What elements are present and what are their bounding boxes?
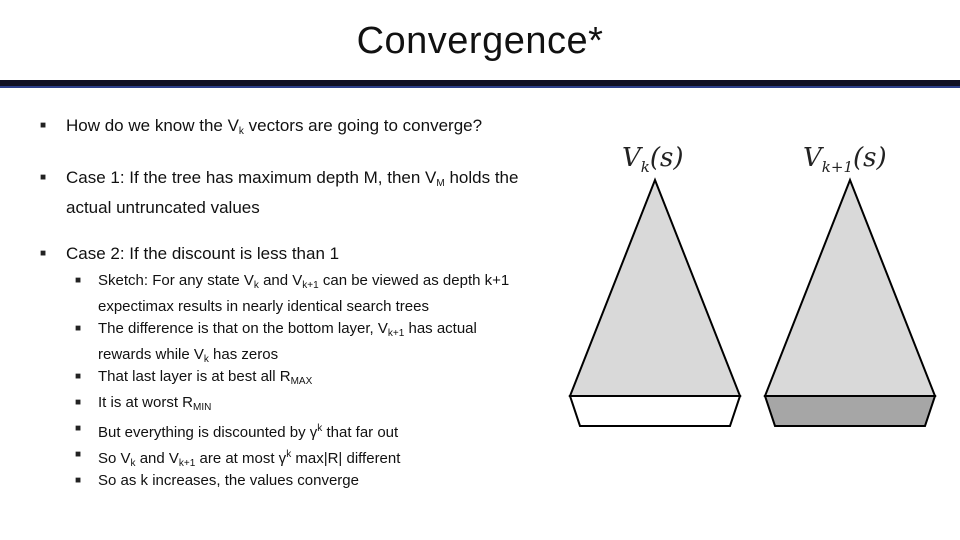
bullet-text: holds the actual untruncated values — [66, 168, 519, 217]
tree-vk-triangle — [570, 180, 740, 396]
subscript: MAX — [290, 376, 313, 387]
sub-bullet-text: It is at worst R — [98, 394, 194, 411]
bullet-text: How do we know the V — [66, 116, 239, 135]
sub-bullet-difference — [75, 318, 525, 370]
sub-bullet-sketch — [75, 270, 525, 317]
bullet-square-icon: ■ — [75, 449, 82, 460]
subscript: k — [130, 458, 136, 469]
sub-bullet-text: that far out — [322, 424, 399, 441]
bullet-case-1 — [40, 166, 540, 220]
bullet-square-icon: ■ — [75, 397, 82, 408]
bullet-text: Case 2: If the discount is less than 1 — [66, 244, 340, 263]
sub-bullet-rmin — [75, 392, 525, 418]
tree-vk — [570, 180, 740, 426]
tree-label-vk1: $V_{k+1}(s)$ — [803, 143, 887, 176]
sub-bullet-text: are at most γ — [195, 450, 287, 467]
subscript: k+1 — [302, 280, 319, 291]
sub-bullet-text: But everything is discounted by γ — [98, 424, 318, 441]
bullet-square-icon: ■ — [75, 323, 82, 334]
subscript: k+1 — [387, 328, 405, 339]
subscript: k — [253, 280, 259, 291]
title-divider-accent — [0, 86, 960, 88]
bullet-text: vectors are going to converge? — [243, 116, 483, 135]
tree-vk1 — [765, 180, 935, 426]
bullet-case-2 — [40, 242, 540, 266]
bullet-square-icon: ■ — [75, 423, 82, 434]
bullet-square-icon: ■ — [40, 172, 47, 183]
bullet-square-icon: ■ — [75, 475, 82, 486]
tree-vk1-triangle — [765, 180, 935, 396]
slide-title: Convergence* — [356, 20, 604, 62]
bullet-square-icon: ■ — [40, 248, 47, 259]
sub-bullet-text: can be viewed as depth k+1 expectimax results in nearly identical search trees — [98, 272, 510, 315]
subscript: k — [203, 354, 209, 365]
sub-bullet-text: So V — [98, 450, 131, 467]
sub-bullet-text: and V — [258, 272, 303, 289]
bullet-square-icon: ■ — [40, 120, 47, 131]
tree-vk1-bottom-layer — [765, 396, 935, 426]
subscript: MIN — [193, 402, 212, 413]
sub-bullet-text: That last layer is at best all R — [98, 368, 291, 385]
sub-bullet-text: and V — [135, 450, 179, 467]
search-tree-diagram — [560, 130, 940, 440]
subscript: k+1 — [178, 458, 196, 469]
superscript: k — [317, 423, 323, 434]
sub-bullet-text: So as k increases, the values converge — [98, 472, 359, 489]
bullet-question — [40, 114, 540, 144]
tree-label-vk: $V_k(s)$ — [622, 143, 684, 176]
bullet-text: Case 1: If the tree has maximum depth M, then V — [66, 168, 437, 187]
subscript: k — [238, 126, 244, 137]
bullet-square-icon: ■ — [75, 371, 82, 382]
sub-bullet-text: Sketch: For any state V — [98, 272, 254, 289]
subscript: M — [436, 178, 445, 189]
sub-bullet-discount — [75, 418, 525, 443]
bullet-square-icon: ■ — [75, 275, 82, 286]
superscript: k — [286, 449, 292, 460]
sub-bullet-rmax — [75, 366, 525, 392]
sub-bullet-text: has zeros — [208, 346, 279, 363]
sub-bullet-text: has actual rewards while V — [98, 320, 477, 363]
sub-bullet-text: max|R| different — [291, 450, 401, 467]
sub-bullet-text: The difference is that on the bottom layer, V — [98, 320, 388, 337]
sub-bullet-converge — [75, 470, 525, 491]
tree-vk-bottom-layer — [570, 396, 740, 426]
